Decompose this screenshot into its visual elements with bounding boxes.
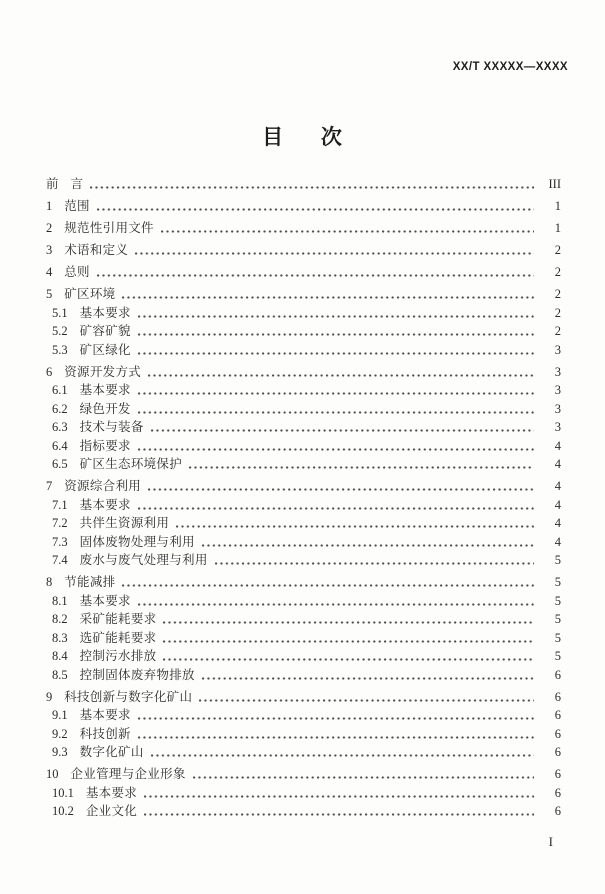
toc-entry (46, 402, 561, 416)
table-of-contents (46, 177, 561, 818)
toc-entry-page: 6 (554, 767, 561, 781)
toc-entry-title: 节能减排 (64, 575, 116, 589)
dot-leader-icon (148, 488, 534, 491)
toc-entry-page: 6 (554, 667, 561, 682)
dot-leader-icon (199, 699, 534, 702)
toc-entry-number: 5 (46, 287, 53, 301)
dot-leader-icon (122, 584, 534, 587)
toc-entry-page: 6 (554, 745, 561, 759)
toc-entry (46, 745, 561, 759)
toc-entry-title: 矿容矿貌 (79, 324, 131, 338)
toc-entry-page: 5 (554, 649, 561, 663)
toc-entry-number: 6.5 (52, 457, 68, 471)
dot-leader-icon (163, 621, 534, 624)
toc-entry (46, 365, 561, 379)
toc-entry-title: 基本要求 (79, 305, 131, 320)
toc-entry-page: 4 (554, 516, 561, 530)
toc-entry-title: 控制污水排放 (79, 649, 157, 663)
toc-entry (46, 199, 561, 213)
toc-entry-number: 10 (46, 767, 59, 781)
toc-entry-page: 5 (554, 553, 561, 567)
toc-entry-page: 6 (554, 785, 561, 800)
toc-entry-number: 6.1 (52, 383, 68, 397)
toc-entry-page: 2 (554, 287, 561, 301)
toc-entry-title: 固体废物处理与利用 (79, 534, 195, 549)
toc-entry-number: 4 (46, 265, 53, 279)
toc-entry-title: 矿区生态环境保护 (79, 457, 183, 471)
toc-entry-page: 5 (554, 630, 561, 645)
toc-entry-page: 1 (554, 221, 561, 235)
dot-leader-icon (161, 230, 534, 233)
toc-entry-number: 8 (46, 575, 53, 589)
toc-entry-page: 4 (554, 457, 561, 471)
toc-entry-title: 基本要求 (85, 785, 138, 800)
dot-leader-icon (138, 717, 534, 720)
toc-entry-page: 3 (554, 401, 561, 416)
dot-leader-icon (202, 677, 534, 680)
toc-entry-number: 2 (46, 221, 53, 235)
toc-entry-number: 9.2 (52, 726, 68, 741)
toc-entry (46, 420, 561, 434)
toc-entry (46, 767, 561, 781)
toc-entry-title: 基本要求 (79, 593, 131, 608)
page-number: I (548, 834, 553, 849)
toc-entry-title: 术语和定义 (64, 243, 129, 257)
toc-entry-title: 资源综合利用 (64, 479, 142, 493)
dot-leader-icon (138, 392, 534, 395)
toc-entry-number: 7.4 (52, 553, 68, 567)
toc-entry-page: 2 (554, 265, 561, 279)
dot-leader-icon (144, 795, 534, 798)
toc-entry-title: 科技创新与数字化矿山 (64, 689, 193, 704)
toc-entry-number: 6 (46, 364, 53, 379)
toc-entry-title: 资源开发方式 (64, 364, 142, 379)
toc-entry-page: 4 (554, 534, 561, 549)
toc-entry-title: 绿色开发 (79, 401, 131, 416)
toc-entry (46, 668, 561, 682)
dot-leader-icon (189, 466, 534, 469)
toc-entry-title: 共伴生资源利用 (79, 516, 170, 530)
dot-leader-icon (144, 813, 534, 816)
toc-entry-title: 基本要求 (79, 497, 131, 512)
toc-entry (46, 553, 561, 567)
dot-leader-icon (148, 374, 534, 377)
toc-entry-number: 7 (46, 479, 53, 493)
dot-leader-icon (90, 186, 534, 189)
toc-entry-title: 规范性引用文件 (64, 221, 154, 235)
toc-entry (46, 690, 561, 704)
toc-entry-title: 总则 (64, 265, 90, 279)
toc-entry-page: 4 (554, 479, 561, 493)
toc-entry (46, 383, 561, 397)
toc-entry-page: 3 (554, 364, 561, 379)
toc-entry-number: 9.1 (52, 708, 68, 722)
toc-entry-page: 2 (554, 305, 561, 320)
toc-entry-title: 技术与装备 (79, 420, 144, 434)
toc-entry-page: 3 (554, 342, 561, 357)
toc-entry-page: 6 (554, 804, 561, 818)
toc-entry (46, 439, 561, 453)
toc-entry (46, 649, 561, 663)
dot-leader-icon (138, 507, 534, 510)
toc-entry-number: 7.2 (52, 516, 68, 530)
toc-entry (46, 786, 561, 800)
toc-entry (46, 265, 561, 279)
toc-entry-title: 企业管理与企业形象 (70, 767, 186, 781)
dot-leader-icon (138, 352, 534, 355)
toc-entry (46, 324, 561, 338)
toc-entry-title: 选矿能耗要求 (79, 630, 157, 645)
toc-entry-page: 4 (554, 497, 561, 512)
toc-entry (46, 727, 561, 741)
toc-entry-page: 2 (554, 243, 561, 257)
toc-entry (46, 479, 561, 493)
toc-entry-page: 1 (554, 199, 561, 213)
toc-entry-title: 采矿能耗要求 (79, 612, 157, 626)
dot-leader-icon (193, 776, 534, 779)
toc-entry-number: 8.3 (52, 630, 68, 645)
toc-entry (46, 516, 561, 530)
dot-leader-icon (163, 658, 534, 661)
standard-code: XX/T XXXXX—XXXX (452, 61, 568, 73)
toc-entry-title: 科技创新 (79, 726, 131, 741)
dot-leader-icon (215, 562, 534, 565)
toc-entry-number: 6.2 (52, 401, 68, 416)
toc-entry (46, 457, 561, 471)
toc-entry-page: 3 (554, 383, 561, 397)
toc-entry (46, 243, 561, 257)
toc-entry-number: 5.3 (52, 342, 68, 357)
toc-entry-number: 前 (46, 177, 59, 191)
toc-entry-page: 5 (554, 612, 561, 626)
toc-entry-title: 企业文化 (85, 804, 138, 818)
toc-entry-number: 5.1 (52, 305, 68, 320)
toc-entry-number: 6.4 (52, 438, 68, 453)
toc-entry-number: 6.3 (52, 420, 68, 434)
toc-entry-page: 2 (554, 324, 561, 338)
dot-leader-icon (138, 448, 534, 451)
dot-leader-icon (138, 333, 534, 336)
toc-entry-title: 控制固体废弃物排放 (79, 667, 195, 682)
toc-entry-number: 8.1 (52, 593, 68, 608)
toc-entry-title: 矿区环境 (64, 287, 116, 301)
toc-entry-number: 8.4 (52, 649, 68, 663)
toc-entry-page: 6 (554, 726, 561, 741)
toc-entry (46, 575, 561, 589)
toc-entry-title: 矿区绿化 (79, 342, 131, 357)
toc-entry-title: 数字化矿山 (79, 745, 144, 759)
toc-entry-title: 基本要求 (79, 383, 131, 397)
toc-entry-number: 7.1 (52, 497, 68, 512)
toc-entry-number: 9.3 (52, 745, 68, 759)
toc-entry-title: 基本要求 (79, 708, 131, 722)
toc-entry-number: 1 (46, 199, 53, 213)
toc-entry (46, 708, 561, 722)
page-title: 目 次 (262, 126, 343, 149)
toc-entry-number: 10.2 (52, 804, 74, 818)
toc-entry-number: 5.2 (52, 324, 68, 338)
dot-leader-icon (97, 208, 534, 211)
toc-entry-page: 6 (554, 708, 561, 722)
dot-leader-icon (202, 544, 534, 547)
dot-leader-icon (151, 429, 534, 432)
toc-entry (46, 177, 561, 191)
toc-entry-title: 废水与废气处理与利用 (79, 553, 208, 567)
dot-leader-icon (163, 640, 534, 643)
dot-leader-icon (138, 736, 534, 739)
toc-entry-number: 3 (46, 243, 53, 257)
toc-entry-title: 言 (70, 177, 84, 191)
toc-entry (46, 343, 561, 357)
toc-entry (46, 287, 561, 301)
dot-leader-icon (138, 411, 534, 414)
toc-entry-page: 4 (554, 438, 561, 453)
toc-entry-page: 5 (554, 575, 561, 589)
toc-entry-number: 10.1 (52, 785, 74, 800)
dot-leader-icon (138, 315, 534, 318)
dot-leader-icon (176, 525, 534, 528)
toc-entry-number: 9 (46, 689, 53, 704)
toc-entry (46, 804, 561, 818)
toc-entry (46, 631, 561, 645)
dot-leader-icon (97, 274, 534, 277)
toc-entry-title: 指标要求 (79, 438, 131, 453)
toc-entry-number: 8.5 (52, 667, 68, 682)
toc-entry-page: 3 (554, 420, 561, 434)
toc-entry-page: III (548, 177, 561, 191)
dot-leader-icon (122, 296, 534, 299)
toc-entry-title: 范围 (64, 199, 90, 213)
toc-entry (46, 498, 561, 512)
dot-leader-icon (151, 754, 534, 757)
toc-entry (46, 306, 561, 320)
dot-leader-icon (135, 252, 534, 255)
toc-entry (46, 221, 561, 235)
toc-entry (46, 535, 561, 549)
toc-entry-number: 7.3 (52, 534, 68, 549)
toc-entry-number: 8.2 (52, 612, 68, 626)
dot-leader-icon (138, 603, 534, 606)
toc-entry-page: 5 (554, 593, 561, 608)
toc-entry-page: 6 (554, 689, 561, 704)
toc-entry (46, 594, 561, 608)
toc-entry (46, 612, 561, 626)
